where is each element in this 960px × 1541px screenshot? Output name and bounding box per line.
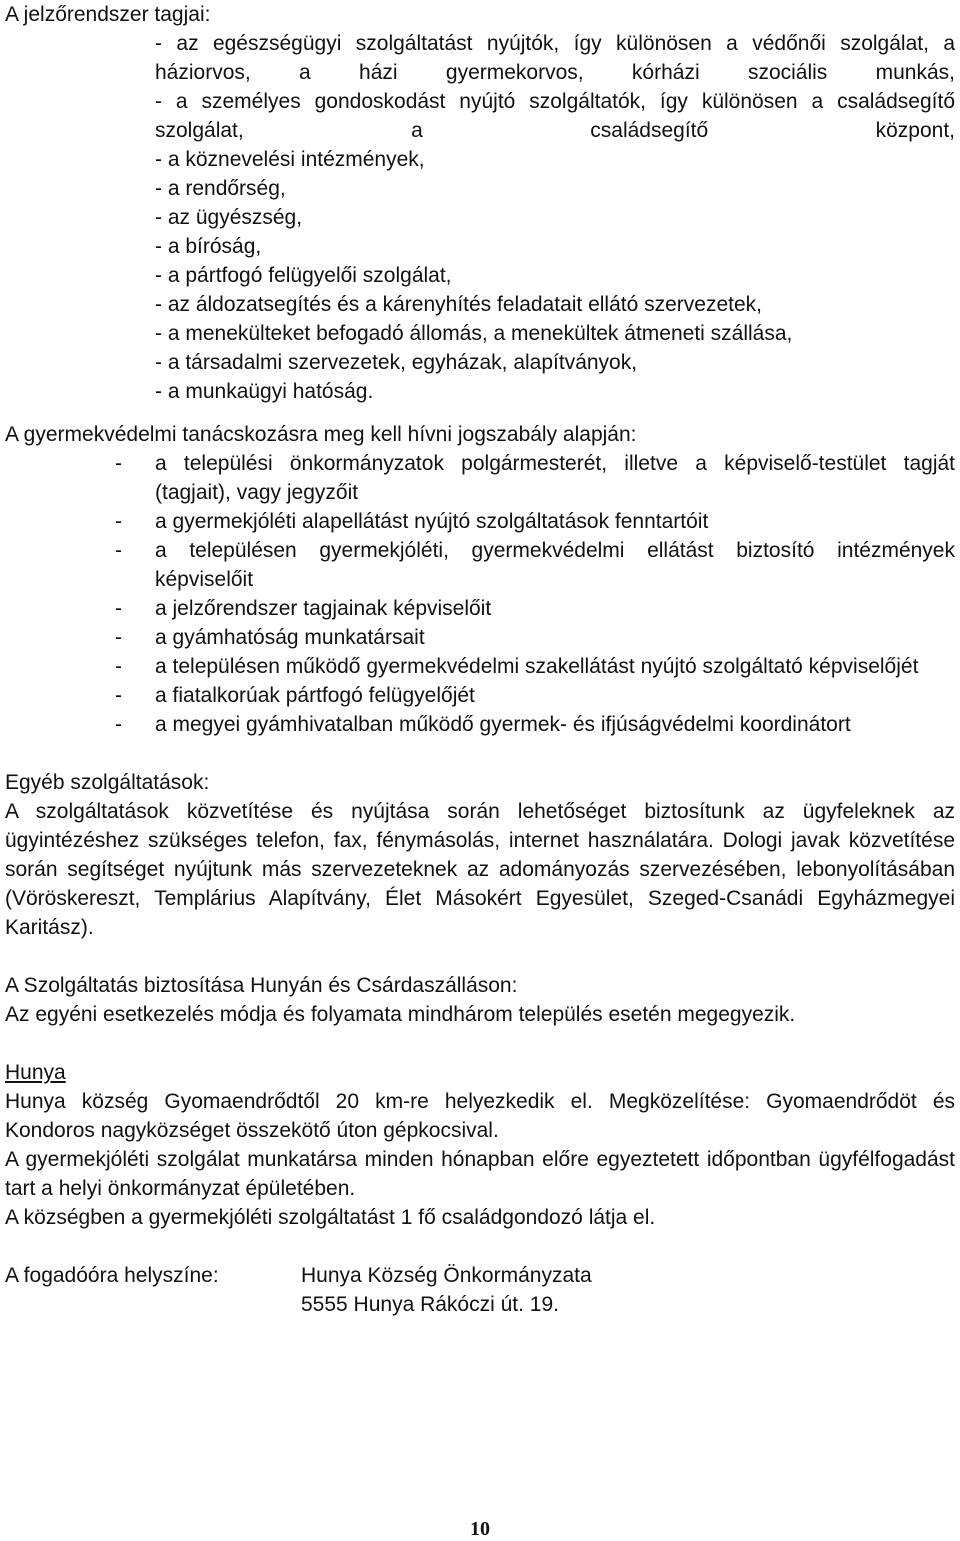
signal-system-list xyxy=(155,29,955,406)
list-item: - a gyermekjóléti alapellátást nyújtó szolgáltatások fenntartóit xyxy=(5,507,955,536)
conference-heading: A gyermekvédelmi tanácskozásra meg kell hívni jogszabály alapján: xyxy=(5,423,637,446)
list-item-text: a településen gyermekjóléti, gyermekvédelmi ellátást biztosító intézmények képviselőit xyxy=(155,539,955,591)
list-item: - a települési önkormányzatok polgármesterét, illetve a képviselő-testület tagját (tagjait), vagy jegyzőit xyxy=(5,449,955,507)
list-item-text: a gyermekjóléti alapellátást nyújtó szolgáltatások fenntartóit xyxy=(155,510,709,533)
hunya-paragraph-2: A gyermekjóléti szolgálat munkatársa minden hónapban előre egyeztetett időpontban ügyfélfogadást tart a helyi önkormányzat épületében. xyxy=(5,1148,955,1200)
other-services-body: A szolgáltatások közvetítése és nyújtása során lehetőséget biztosítunk az ügyfeleknek az ügyintézéshez szükséges telefon, fax, fénymásolás, internet használatára. Dologi javak közvetítése során segítséget nyújtunk más szervezeteknek az adományozás szervezésében, lebonyolításában (Vöröskereszt, Templárius Alapítvány, Élet Másokért Egyesület, Szeged-Csanádi Egyházmegyei Karitász). xyxy=(5,800,955,939)
list-item: - a jelzőrendszer tagjainak képviselőit xyxy=(5,594,955,623)
list-item-text: a gyámhatóság munkatársait xyxy=(155,626,425,649)
hunya-paragraph-3: A községben a gyermekjóléti szolgáltatást 1 fő családgondozó látja el. xyxy=(5,1206,656,1229)
list-item: - a településen gyermekjóléti, gyermekvédelmi ellátást biztosító intézmények képviselőit xyxy=(5,536,955,594)
list-item: - az áldozatsegítés és a kárenyhítés feladatait ellátó szervezetek, xyxy=(155,293,763,316)
list-item: - a társadalmi szervezetek, egyházak, alapítványok, xyxy=(155,351,638,374)
conference-list xyxy=(5,449,955,739)
list-item-text: a települési önkormányzatok polgármesterét, illetve a képviselő-testület tagját (tagjait), vagy jegyzőit xyxy=(155,452,955,504)
list-item: - a fiatalkorúak pártfogó felügyelőjét xyxy=(5,681,955,710)
hunya-heading: Hunya xyxy=(5,1061,66,1084)
list-item: - a személyes gondoskodást nyújtó szolgáltatók, így különösen a családsegítő szolgálat, a családsegítő központ, xyxy=(155,90,955,142)
list-item: - az ügyészség, xyxy=(155,206,303,229)
signal-system-heading: A jelzőrendszer tagjai: xyxy=(5,3,211,26)
list-item: - a munkaügyi hatóság. xyxy=(155,380,374,403)
venue-label: A fogadóóra helyszíne: xyxy=(5,1264,219,1287)
list-item: - a menekülteket befogadó állomás, a menekültek átmeneti szállása, xyxy=(155,322,793,345)
list-item-text: a településen működő gyermekvédelmi szakellátást nyújtó szolgáltató képviselőjét xyxy=(155,655,919,678)
other-services-heading: Egyéb szolgáltatások: xyxy=(5,771,210,794)
venue-address: 5555 Hunya Rákóczi út. 19. xyxy=(301,1293,559,1316)
list-item: - a megyei gyámhivatalban működő gyermek- és ifjúságvédelmi koordinátort xyxy=(5,710,955,739)
venue-name: Hunya Község Önkormányzata xyxy=(301,1264,592,1287)
list-item: - a gyámhatóság munkatársait xyxy=(5,623,955,652)
venue-row xyxy=(5,1261,955,1290)
list-item-text: a fiatalkorúak pártfogó felügyelőjét xyxy=(155,684,475,707)
hunya-paragraph-1: Hunya község Gyomaendrődtől 20 km-re helyezkedik el. Megközelítése: Gyomaendrődöt és Kondoros nagyközséget összekötő úton gépkocsival. xyxy=(5,1090,955,1142)
list-item: - a bíróság, xyxy=(155,235,262,258)
venue-address-row xyxy=(5,1290,955,1319)
list-item-text: a jelzőrendszer tagjainak képviselőit xyxy=(155,597,492,620)
list-item: - a köznevelési intézmények, xyxy=(155,148,425,171)
list-item-text: a megyei gyámhivatalban működő gyermek- és ifjúságvédelmi koordinátort xyxy=(155,713,851,736)
document-page xyxy=(5,0,955,1319)
list-item: - a rendőrség, xyxy=(155,177,286,200)
list-item: - az egészségügyi szolgáltatást nyújtók, így különösen a védőnői szolgálat, a háziorvos, a házi gyermekorvos, kórházi szociális munkás, xyxy=(155,32,955,84)
provision-body: Az egyéni esetkezelés módja és folyamata mindhárom település esetén megegyezik. xyxy=(5,1003,796,1026)
page-number: 10 xyxy=(470,1518,490,1540)
list-item: - a pártfogó felügyelői szolgálat, xyxy=(155,264,452,287)
provision-heading: A Szolgáltatás biztosítása Hunyán és Csárdaszálláson: xyxy=(5,974,518,997)
list-item: - a településen működő gyermekvédelmi szakellátást nyújtó szolgáltató képviselőjét xyxy=(5,652,955,681)
